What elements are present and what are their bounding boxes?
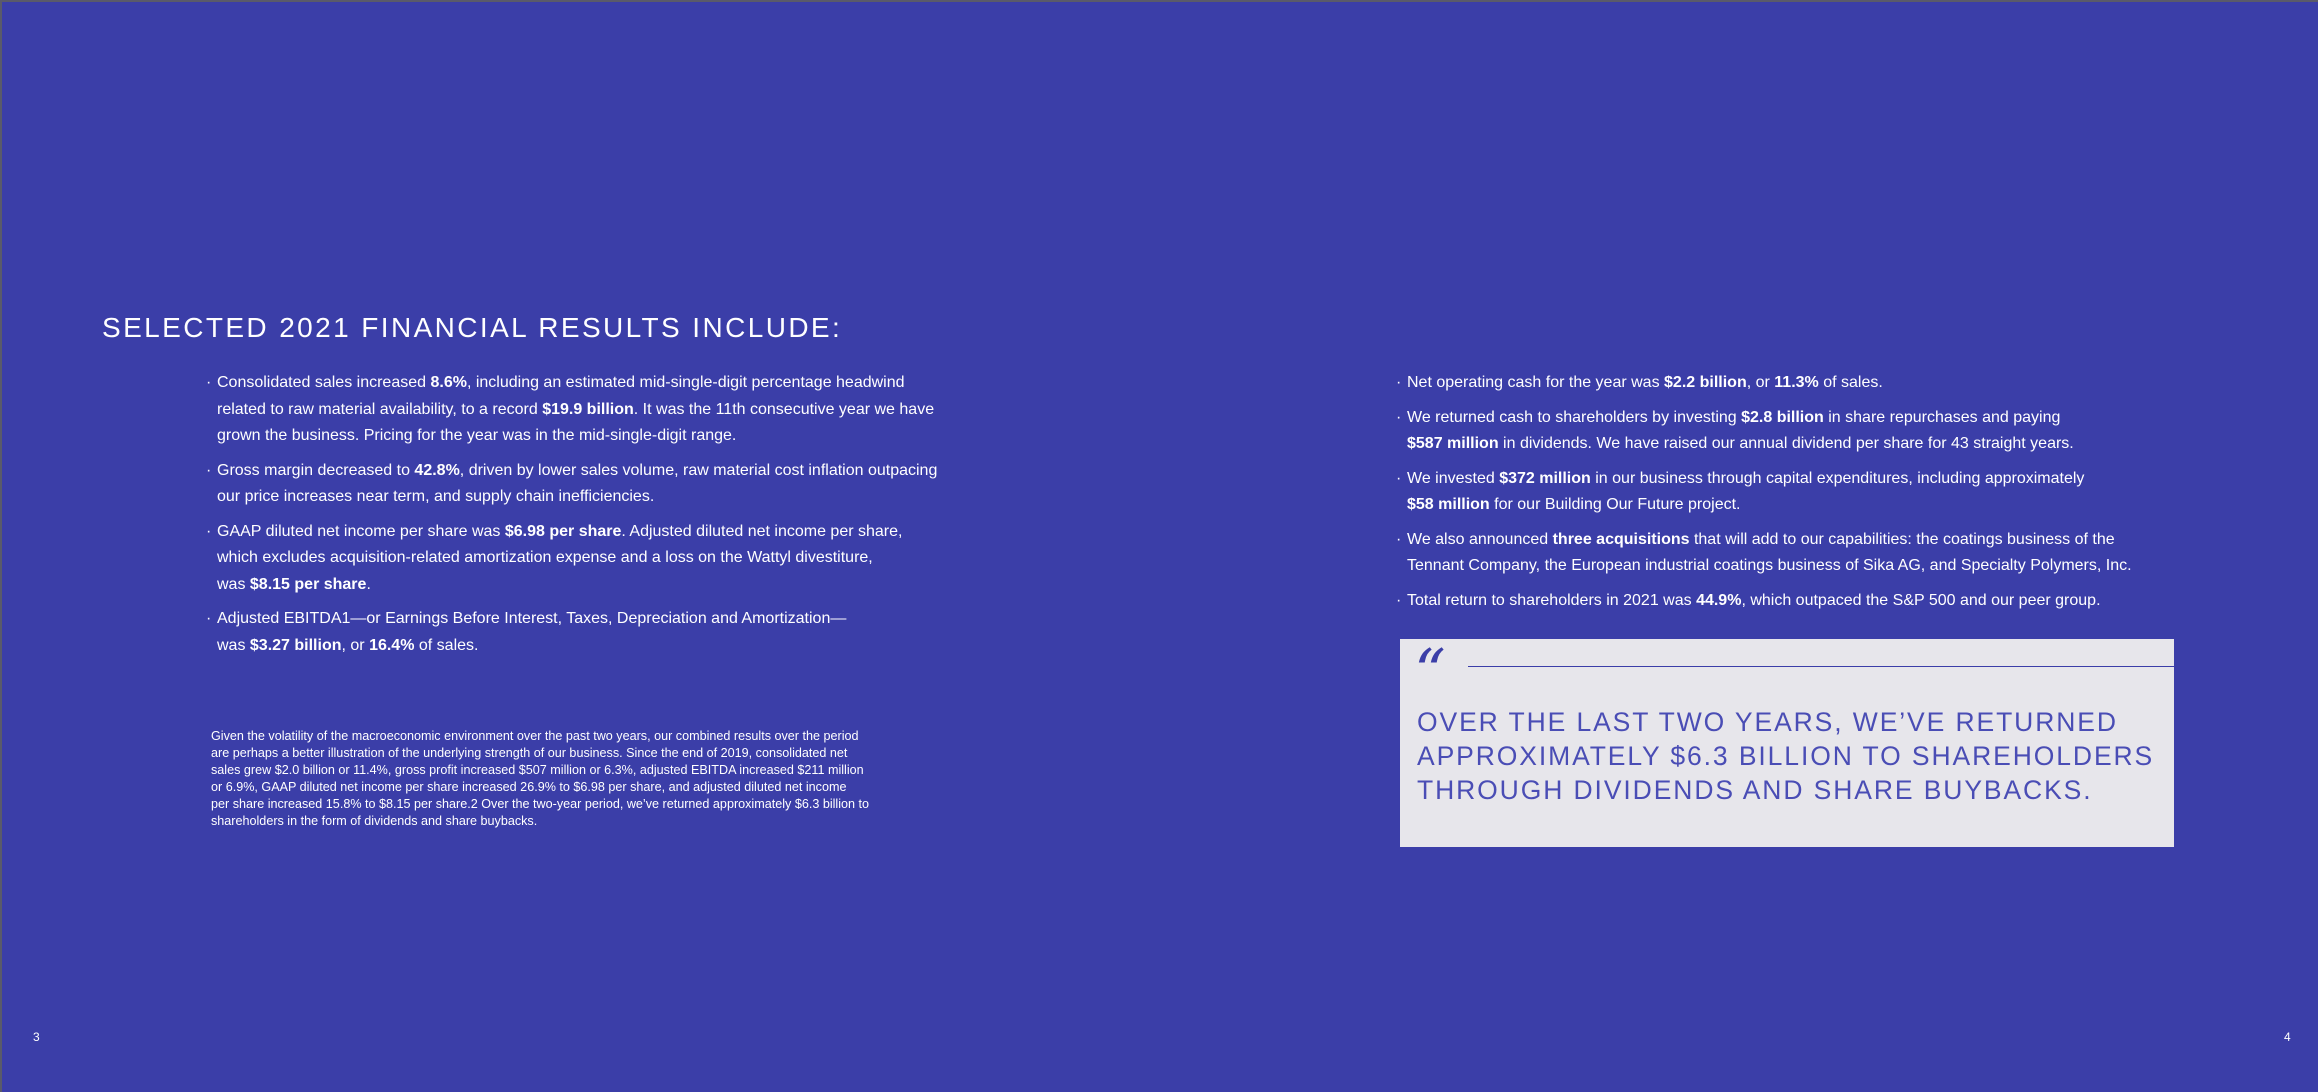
text-run: We also announced [1407,530,1553,548]
text-run: , or [1746,374,1775,391]
bullet-consolidated-sales [207,370,997,450]
bullet-line [1407,588,2197,615]
text-run: Tennant Company, the European industrial coatings business of Sika AG, and Specialty Polymers, Inc. [1407,557,2132,574]
text-run: in our business through capital expenditures, including approximately [1590,469,2085,487]
text-run: Total return to shareholders in 2021 was [1407,591,1697,609]
text-run: of sales. [1818,374,1883,391]
bold-figure: three acquisitions [1552,530,1690,548]
bullet-total-return [1397,588,2197,615]
text-run: for our Building Our Future project. [1489,496,1741,513]
text-run: Net operating cash for the year was [1407,374,1665,391]
bullet-line [217,545,997,572]
page-number-left: 3 [33,1030,40,1044]
text-run: of sales. [414,636,479,654]
bullet-acquisitions [1397,527,2197,580]
bullet-line [1407,466,2197,493]
bullet-line [217,484,997,511]
text-run: We returned cash to shareholders by investing [1407,408,1742,426]
text-run: , or [341,636,370,654]
text-run: . [366,575,371,593]
page-number-right: 4 [2284,1030,2291,1044]
bold-figure: $372 million [1499,469,1591,487]
bold-figure: $3.27 billion [249,636,342,654]
text-run: that will add to our capabilities: the coatings business of the [1689,530,2115,548]
note-line: are perhaps a better illustration of the underlying strength of our business. Since the end of 2019, consolidated net [211,746,848,760]
quote-line: THROUGH DIVIDENDS AND SHARE BUYBACKS. [1417,775,2093,805]
text-run: our price increases near term, and supply chain inefficiencies. [217,488,655,505]
note-line: shareholders in the form of dividends and share buybacks. [211,814,538,828]
bullet-line [217,606,997,633]
bullet-operating-cash [1397,370,2197,397]
pull-quote [1400,635,2174,847]
bold-figure: $2.8 billion [1741,408,1824,426]
note-line: Given the volatility of the macroeconomic environment over the past two years, our combined results over the period [211,729,859,743]
bullet-gaap-eps [207,519,997,599]
text-run: grown the business. Pricing for the year was in the mid-single-digit range. [217,427,737,444]
bold-figure: 11.3% [1774,374,1819,391]
bullet-adjusted-ebitda [207,606,997,659]
text-run: Consolidated sales increased [217,374,431,391]
bullet-line [217,397,997,424]
text-run: Adjusted EBITDA1—or Earnings Before Interest, Taxes, Depreciation and Amortization— [217,610,847,627]
text-run: in dividends. We have raised our annual dividend per share for 43 straight years. [1498,435,2074,452]
bullet-capital-expenditures [1397,466,2197,519]
bullet-line [1407,405,2197,432]
text-run: was [217,636,250,654]
bold-figure: $587 million [1407,435,1499,452]
left-bullet-list [207,370,997,667]
bold-figure: $2.2 billion [1664,374,1747,391]
bold-figure: $19.9 billion [542,400,634,418]
right-bullet-list [1397,370,2197,622]
bullet-line [217,370,997,397]
bullet-line [217,572,997,599]
quotation-mark-icon: “ [1414,635,1446,708]
two-year-note [211,728,1001,830]
text-run: , driven by lower sales volume, raw material cost inflation outpacing [459,461,938,479]
bullet-line [1407,492,2197,519]
text-run: We invested [1407,469,1500,487]
bullet-line [217,423,997,450]
pull-quote-text [1417,705,2167,807]
bold-figure: 42.8% [414,461,460,479]
note-line: or 6.9%, GAAP diluted net income per share increased 26.9% to $6.98 per share, and adjusted diluted net income [211,780,847,794]
bold-figure: 16.4% [369,636,415,654]
bold-figure: 8.6% [430,374,467,391]
bullet-cash-returned [1397,405,2197,458]
bullet-line [1407,527,2197,554]
text-run: in share repurchases and paying [1823,408,2061,426]
bullet-line [1407,370,2197,397]
text-run: GAAP diluted net income per share was [217,522,505,540]
quote-divider [1468,666,2174,667]
text-run: . Adjusted diluted net income per share, [621,522,903,540]
text-run: which excludes acquisition-related amortization expense and a loss on the Wattyl divestiture, [217,549,873,566]
bullet-line [1407,431,2197,458]
bullet-line [217,633,997,660]
note-line: sales grew $2.0 billion or 11.4%, gross profit increased $507 million or 6.3%, adjusted EBITDA increased $211 million [211,763,864,777]
quote-line: APPROXIMATELY $6.3 BILLION TO SHAREHOLDERS [1417,741,2155,771]
text-run: was [217,575,250,593]
section-heading: SELECTED 2021 FINANCIAL RESULTS INCLUDE: [102,312,843,343]
note-line: per share increased 15.8% to $8.15 per share.2 Over the two-year period, we’ve returned approximately $6.3 billion to [211,797,870,811]
bold-figure: 44.9% [1696,591,1742,609]
bold-figure: $58 million [1407,496,1490,513]
bold-figure: $6.98 per share [504,522,622,540]
bullet-line [217,519,997,546]
text-run: , which outpaced the S&P 500 and our peer group. [1741,591,2101,609]
bold-figure: $8.15 per share [249,575,367,593]
quote-line: OVER THE LAST TWO YEARS, WE’VE RETURNED [1417,707,2118,737]
text-run: . It was the 11th consecutive year we have [633,400,935,418]
text-run: related to raw material availability, to a record [217,400,543,418]
text-run: Gross margin decreased to [217,461,415,479]
bullet-line [217,458,997,485]
text-run: , including an estimated mid-single-digit percentage headwind [466,374,905,391]
bullet-line [1407,553,2197,580]
bullet-gross-margin [207,458,997,511]
